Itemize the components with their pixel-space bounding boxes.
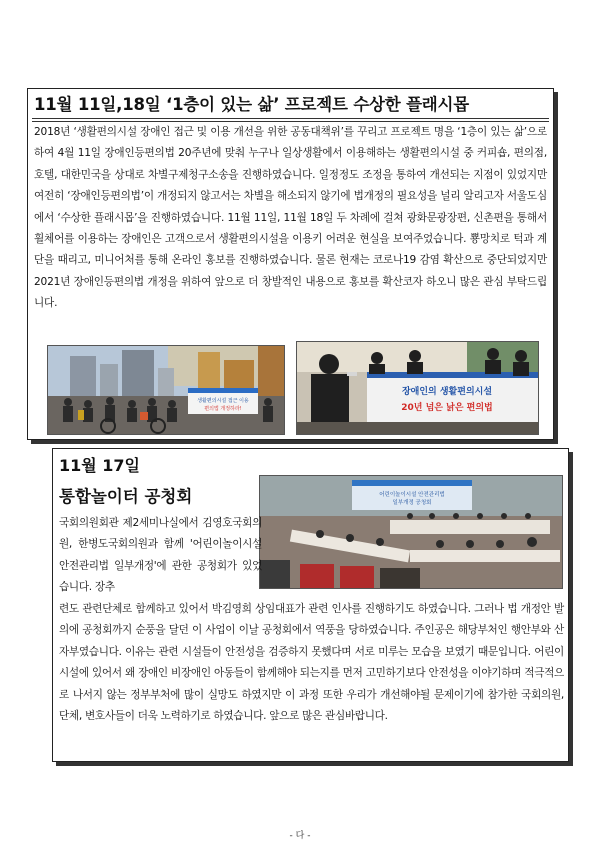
- page-number: - 다 -: [289, 831, 311, 841]
- svg-text:20년 넘은 낡은 편의법: 20년 넘은 낡은 편의법: [401, 403, 493, 413]
- svg-text:생활편의시설 접근 이용: 생활편의시설 접근 이용: [197, 398, 249, 404]
- title-rule-top: [32, 118, 549, 119]
- svg-text:일부개정 공청회: 일부개정 공청회: [392, 500, 432, 506]
- section-title: 11월 11일,18일 ‘1층이 있는 삶’ 프로젝트 수상한 플래시몹: [34, 95, 470, 114]
- photo-flashmob-gwanghwamun: [47, 345, 285, 435]
- section-date: 11월 17일: [59, 456, 141, 475]
- photo-public-hearing: [259, 475, 563, 589]
- svg-text:편의법 개정하라!: 편의법 개정하라!: [204, 406, 242, 412]
- section-title: 통합놀이터 공청회: [59, 487, 193, 506]
- section-flashmob: [27, 88, 554, 440]
- photo-flashmob-sinchon-image: [297, 342, 538, 434]
- photo-flashmob-sinchon: [296, 341, 539, 435]
- section-body: 2018년 ‘생활편의시설 장애인 접근 및 이용 개선을 위한 공동대책위’를 꾸리고 프로젝트 명을 ‘1층이 있는 삶’으로 하여 4월 11일 장애인등편의법 20주년에 맞춰 누구나 일상생활에서 이용해하는 생활편의시설 중 커피숍, 편의점, 호텔, 대한민국을 상대로 차별구제청구소송을 진행하였습니다. 일정정도 조정을 통하여 개선되는 지점이 있었지만 여전히 ‘장애인등편의법’이 개정되지 않고서는 차별을 해소되지 않기에 법개정의 필요성을 널리 알리고자 서울도심에서 ‘수상한 플래시몹’을 진행하였습니다. 11월 11일, 11월 18일 두 차례에 걸쳐 광화문광장편, 신촌편을 통해서 휠체어를 이용하는 장애인은 고객으로서 생활편의시설을 이용키 어려운 현실을 보여주었습니다. 뿅망치로 턱과 계단을 때리고, 미니어처를 통해 온라인 홍보를 진행하였습니다. 물론 현재는 코로나19 감염 확산으로 중단되었지만 2021년 장애인등편의법 개정을 위하여 앞으로 더 창발적인 내용으로 홍보를 확산코자 하오니 많은 관심 부탁드립니다.: [34, 126, 547, 310]
- section-body: 련도 관련단체로 함께하고 있어서 박김영희 상임대표가 관련 인사를 진행하기도 하였습니다. 그러나 법 개정안 발의에 공청회까지 순풍을 달던 이 사업이 이날 공청회에서 역풍을 당하였습니다. 주인공은 해당부처인 행안부와 산자부였습니다. 이유는 관련 시설들이 안전성을 검증하지 못했다며 서로 미루는 모습을 보였기 때문입니다. 어린이 시설에 있어서 왜 장애인 비장애인 아동들이 함께해야 되는지를 먼저 고민하기보다 안전성을 이야기하며 적극적으로 나서지 않는 정부부처에 많이 실망도 하였지만 이 과정 또한 우리가 개선해야될 문제이기에 참가한 국회의원, 단체, 변호사들이 더욱 노력하기로 하였습니다. 앞으로 많은 관심바랍니다.: [59, 603, 564, 723]
- photo-public-hearing-image: [260, 476, 562, 588]
- photo-flashmob-gwanghwamun-image: [48, 346, 284, 434]
- section-playground-hearing: [52, 448, 569, 762]
- svg-text:어린이놀이시설 안전관리법: 어린이놀이시설 안전관리법: [379, 492, 445, 498]
- section-body-intro: 국회의원회관 제2세미나실에서 김영호국회의원, 한병도국회의원과 함께 '어린이놀이시설 안전관리법 일부개정'에 관한 공청회가 있었습니다. 장추: [59, 517, 262, 594]
- svg-text:장애인의 생활편의시설: 장애인의 생활편의시설: [401, 387, 493, 397]
